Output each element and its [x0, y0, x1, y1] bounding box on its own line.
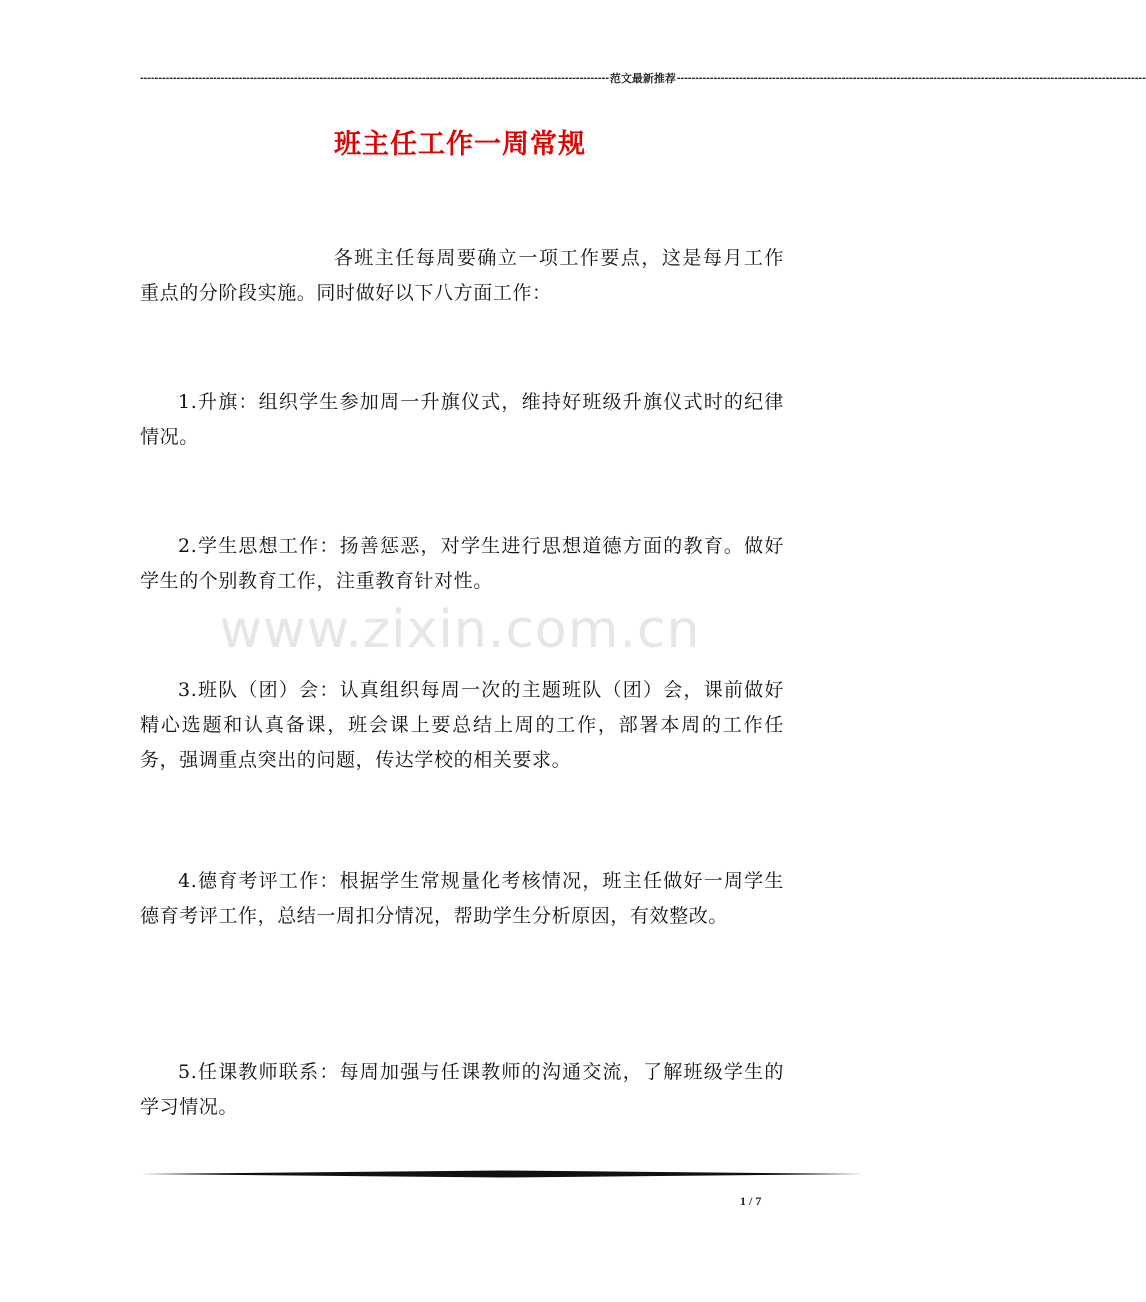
footer-divider: [140, 1170, 864, 1178]
item-block-3: [140, 673, 784, 778]
header-rule: [140, 70, 1146, 86]
item-paragraph-5: 5.任课教师联系：每周加强与任课教师的沟通交流，了解班级学生的学习情况。: [140, 1061, 784, 1118]
item-block-2: [140, 529, 784, 599]
item-block-4: [140, 864, 784, 934]
item-block-5: [140, 1055, 784, 1125]
item-block-1: [140, 385, 784, 455]
item-paragraph-3: 3.班队（团）会：认真组织每周一次的主题班队（团）会，课前做好精心选题和认真备课，班会课上要总结上周的工作，部署本周的工作任务，强调重点突出的问题，传达学校的相关要求。: [140, 679, 784, 771]
header-label: 范文最新推荐: [609, 73, 676, 85]
watermark: www.zixin.com.cn: [219, 600, 701, 660]
intro-block: [140, 241, 784, 311]
header-dashes-left: --------------------------------------------------------------------------------------------------------------------------------: [140, 72, 609, 84]
intro-paragraph: 各班主任每周要确立一项工作要点，这是每月工作重点的分阶段实施。同时做好以下八方面工作：: [140, 247, 784, 304]
item-paragraph-2: 2.学生思想工作：扬善惩恶，对学生进行思想道德方面的教育。做好学生的个别教育工作，注重教育针对性。: [140, 535, 784, 592]
item-paragraph-4: 4.德育考评工作：根据学生常规量化考核情况，班主任做好一周学生德育考评工作，总结一周扣分情况，帮助学生分析原因，有效整改。: [140, 870, 784, 927]
item-paragraph-1: 1.升旗：组织学生参加周一升旗仪式，维持好班级升旗仪式时的纪律情况。: [140, 391, 784, 448]
header-dashes-right: --------------------------------------------------------------------------------------------------------------------------------: [676, 72, 1146, 84]
page-number: 1 / 7: [740, 1194, 762, 1208]
document-title: 班主任工作一周常规: [334, 129, 586, 160]
